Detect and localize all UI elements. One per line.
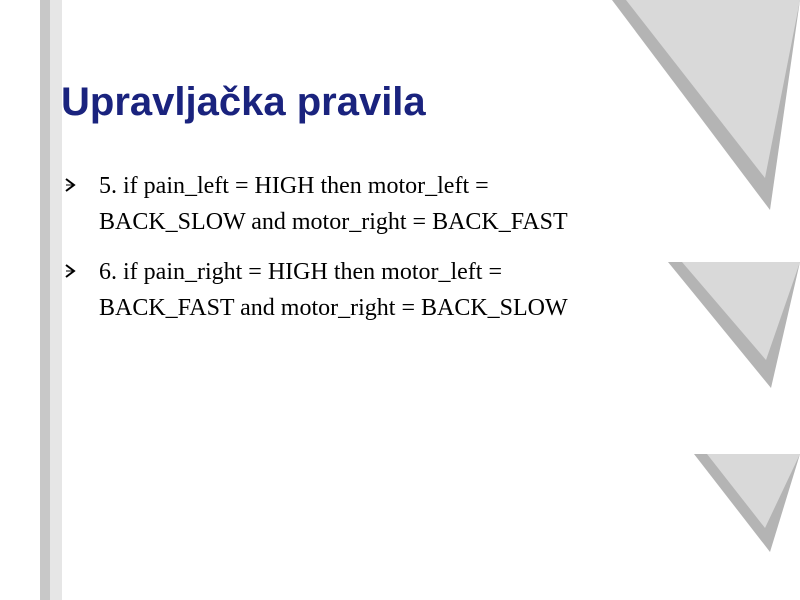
rule-6-line-2: BACK_FAST and motor_right = BACK_SLOW xyxy=(99,295,568,321)
rule-5-line-1: 5. if pain_left = HIGH then motor_left = xyxy=(99,173,489,199)
arrow-bullet-icon xyxy=(62,173,78,197)
bullet-list xyxy=(62,168,762,340)
rule-5-line-2: BACK_SLOW and motor_right = BACK_FAST xyxy=(99,209,568,235)
arrow-bullet-icon xyxy=(62,259,78,283)
list-item xyxy=(62,254,762,326)
slide-title: Upravljačka pravila xyxy=(61,80,426,124)
list-item xyxy=(62,168,762,240)
triangle-bottom xyxy=(694,454,800,552)
rule-6-line-1: 6. if pain_right = HIGH then motor_left = xyxy=(99,259,502,285)
